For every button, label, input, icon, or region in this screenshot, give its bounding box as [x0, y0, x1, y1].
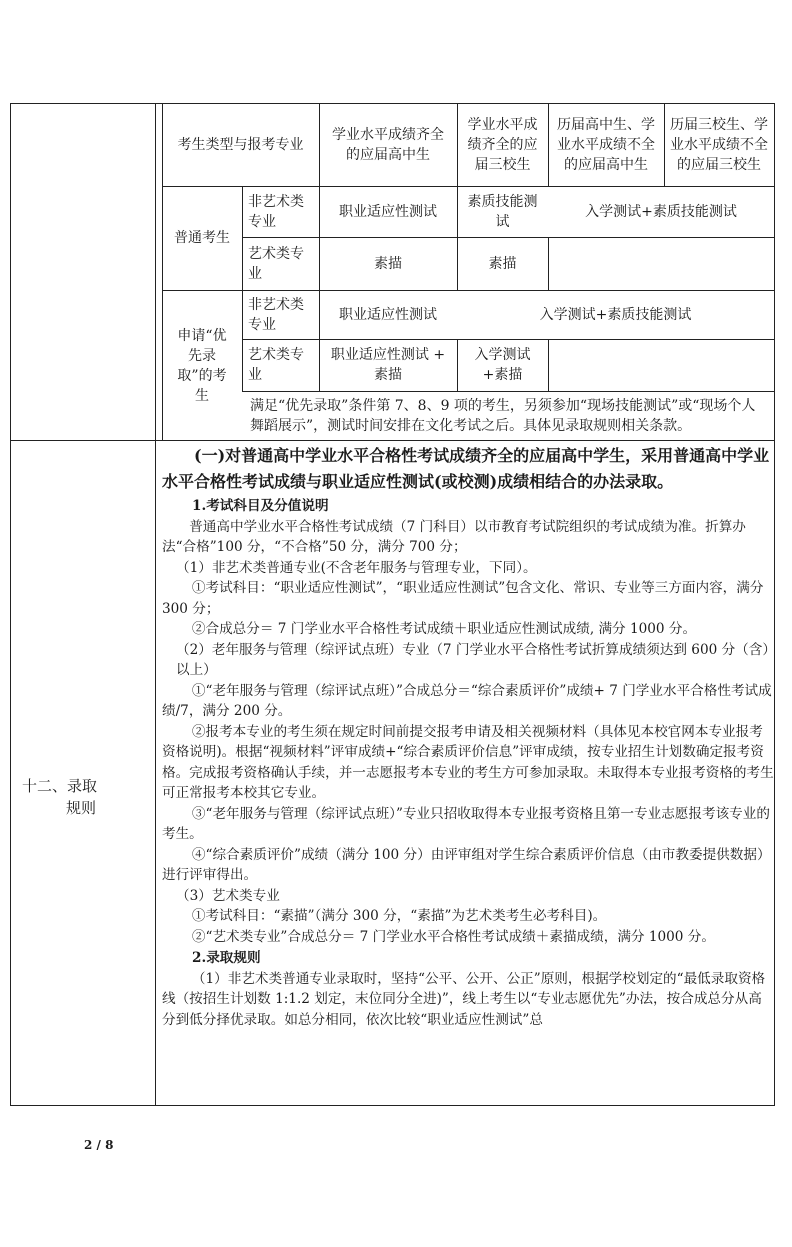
header-col-past-highschool: 历届高中生、学业水平成绩不全的应届高中生: [557, 116, 655, 173]
item-non-art-admission: （1）非艺术类普通专业录取时，坚持“公平、公开、公正”原则，根据学校划定的“最低录取资格线（按招生计划数 1:1.2 划定，末位同分全进)”，线上考生以“专业志愿优先”办法，按合成总分从高分到低分择优录取。如总分相同，依次比较“职业适应性测试”总: [162, 970, 766, 1028]
header-col-past-vocational: 历届三校生、学业水平成绩不全的应届三校生: [670, 116, 768, 173]
header-col-fresh-highschool: 学业水平成绩齐全的应届高中生: [332, 126, 444, 163]
priority-art-c34: [548, 339, 774, 391]
heading-exam-subjects: 1.考试科目及分值说明: [192, 498, 329, 514]
item-art: （3）艺术类专业: [176, 887, 280, 904]
priority-note: 满足“优先录取”条件第 7、8、9 项的考生，另须参加“现场技能测试”或“现场个人舞蹈展示”，测试时间安排在文化考试之后。具体见录取规则相关条款。: [250, 397, 756, 434]
item-elderly-care-application: ②报考本专业的考生须在规定时间前提交报考申请及相关视频材料（具体见本校官网本专业报考资格说明)。根据“视频材料”评审成绩+“综合素质评价信息”评审成绩，按专业招生计划数确定报考资格。完成报考资格确认手续，并一志愿报考本专业的考生方可参加录取。未取得本专业报考资格的考生可正常报考本校其它专业。: [162, 723, 774, 801]
section-title-line2: 规则: [66, 799, 97, 817]
priority-non-art-c1: 职业适应性测试: [339, 306, 437, 323]
item-elderly-care-eligibility: ③“老年服务与管理（综评试点班）”专业只招收取得本专业报考资格且第一专业志愿报考该专业的考生。: [162, 805, 770, 842]
para-score-conversion: 普通高中学业水平合格性考试成绩（7 门科目）以市教育考试院组织的考试成绩为准。折算办法“合格”100 分，“不合格”50 分，满分 700 分；: [162, 518, 746, 555]
regular-art-c1: 素描: [374, 255, 402, 272]
table-border-left: [10, 103, 11, 1106]
row-divider: [10, 440, 775, 441]
header-col-fresh-vocational: 学业水平成绩齐全的应届三校生: [467, 116, 538, 173]
regular-candidates-label: 普通考生: [174, 230, 230, 246]
regular-art-c34: [548, 237, 774, 290]
regular-non-art-label: 非艺术类专业: [248, 193, 304, 230]
page-number: 2 / 8: [84, 1138, 114, 1152]
priority-non-art-label: 非艺术类专业: [248, 296, 304, 333]
item-elderly-care-total: ①“老年服务与管理（综评试点班）”合成总分＝“综合素质评价”成绩+ 7 门学业水平合格性考试成绩/7，满分 200 分。: [162, 682, 772, 719]
priority-art-c2: 入学测试+素描: [474, 347, 531, 383]
priority-candidates-label: 申请“优先录取”的考生: [177, 327, 227, 404]
section-title: [10, 775, 152, 819]
item-art-subjects: ①考试科目：“素描”（满分 300 分，“素描”为艺术类考生必考科目)。: [191, 908, 607, 924]
rules-lead: (一)对普通高中学业水平合格性考试成绩齐全的应届高中学生，采用普通高中学业水平合格性考试成绩与职业适应性测试(或校测)成绩相结合的办法录取。: [162, 446, 770, 491]
priority-non-art-c234: 入学测试+素质技能测试: [539, 306, 692, 323]
table-border-right: [774, 103, 775, 1106]
item-elderly-care-evaluation: ④“综合素质评价”成绩（满分 100 分）由评审组对学生综合素质评价信息（由市教委提供数据）进行评审得出。: [162, 846, 771, 883]
regular-art-label: 艺术类专业: [248, 245, 304, 282]
header-type-column: 考生类型与报考专业: [177, 136, 304, 153]
section-title-line1: 十二、录取: [22, 777, 98, 795]
item-art-total: ②“艺术类专业”合成总分＝ 7 门学业水平合格性考试成绩＋素描成绩，满分 1000 分。: [191, 928, 715, 945]
item-non-art-total: ②合成总分＝ 7 门学业水平合格性考试成绩＋职业适应性测试成绩, 满分 1000 分。: [191, 621, 697, 637]
admission-rules: [162, 443, 774, 1030]
item-non-art: （1）非艺术类普通专业(不含老年服务与管理专业，下同）。: [176, 559, 537, 576]
regular-art-c2: 素描: [488, 255, 517, 272]
section-divider: [155, 103, 156, 1106]
heading-admission-rules: 2.录取规则: [192, 950, 261, 966]
priority-art-label: 艺术类专业: [248, 347, 304, 383]
table-border-bottom: [10, 1105, 775, 1106]
priority-art-c1: 职业适应性测试 + 素描: [330, 347, 446, 383]
item-non-art-subjects: ①考试科目：“职业适应性测试”，“职业适应性测试”包含文化、常识、专业等三方面内容，满分 300 分；: [162, 580, 764, 617]
regular-non-art-c2: 素质技能测试: [467, 193, 538, 230]
regular-non-art-c34: 入学测试+素质技能测试: [585, 203, 737, 220]
regular-non-art-c1: 职业适应性测试: [339, 203, 437, 220]
item-elderly-care: （2）老年服务与管理（综评试点班）专业（7 门学业水平合格性考试折算成绩须达到 600 分（含）以上）: [176, 641, 770, 678]
